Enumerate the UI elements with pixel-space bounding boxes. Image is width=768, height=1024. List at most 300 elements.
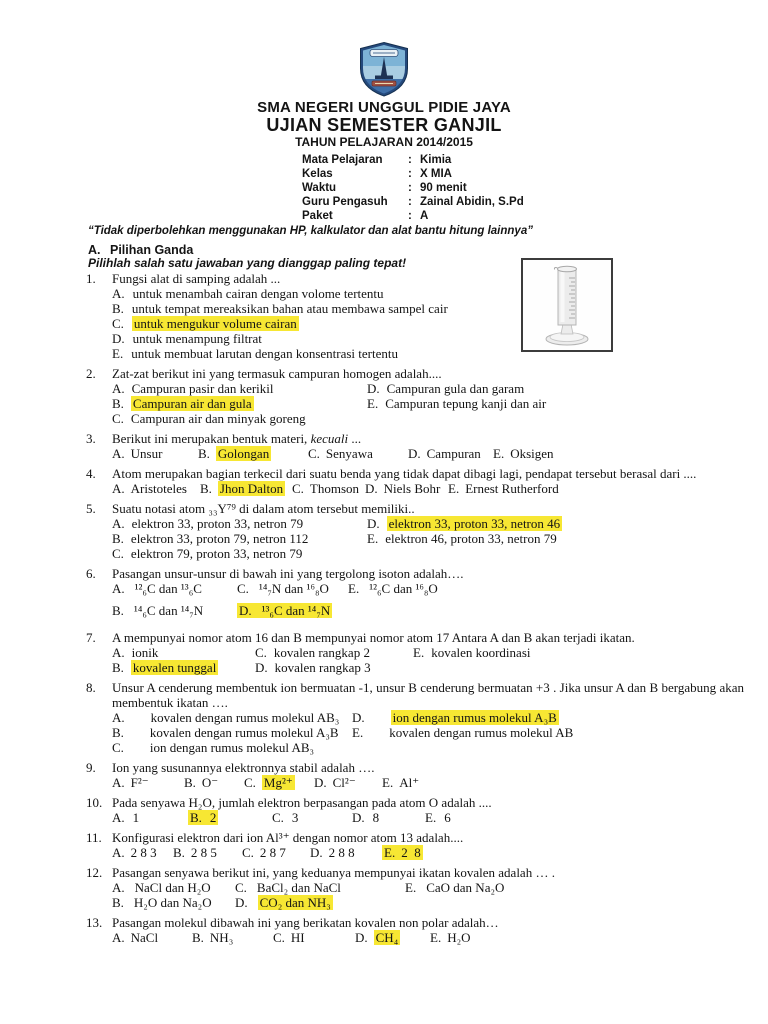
option-e [348, 581, 438, 596]
option-label: E. [384, 845, 396, 860]
option-label: E. [367, 531, 379, 546]
option-b [188, 810, 218, 825]
question-7 [86, 630, 744, 675]
option-text: Campuran air dan minyak goreng [130, 411, 306, 426]
option-row [112, 301, 744, 316]
option-label: C. [244, 775, 256, 790]
option-c [235, 880, 341, 895]
option-text: Campuran pasir dan kerikil [131, 381, 274, 396]
option-label: C. [292, 481, 304, 496]
option-label: B. [192, 930, 204, 945]
question-9 [86, 760, 744, 790]
option-e [382, 775, 419, 790]
question-number: 3. [86, 431, 96, 446]
meta-value: A [420, 210, 429, 222]
option-text: kovalen rangkap 3 [274, 660, 371, 675]
option-d [112, 331, 262, 346]
option-b [112, 660, 218, 675]
option-label: E. [112, 346, 124, 361]
option-b [112, 531, 308, 546]
option-c [272, 810, 298, 825]
option-d [408, 446, 481, 461]
question-number: 11. [86, 830, 102, 845]
option-d [235, 895, 333, 910]
meta-separator: : [408, 196, 412, 208]
option-text: kovalen koordinasi [431, 645, 531, 660]
option-a [112, 481, 187, 496]
option-text: ¹²₆C dan ¹⁶₈O [369, 581, 438, 596]
question-text: A mempunyai nomor atom 16 dan B mempunyai nomor atom 17 Antara A dan B akan terjadi ikatan. [112, 630, 635, 645]
option-row [112, 581, 744, 603]
option-b [112, 301, 448, 316]
option-text: elektron 33, proton 79, netron 112 [130, 531, 309, 546]
option-label: E. [405, 880, 417, 895]
option-label: D. [352, 710, 365, 725]
option-label: C. [112, 546, 124, 561]
option-label: C. [237, 581, 249, 596]
option-label: C. [255, 645, 267, 660]
option-label: A. [112, 516, 125, 531]
option-d [255, 660, 371, 675]
option-row [112, 775, 744, 790]
question-body [112, 760, 744, 790]
option-d [367, 381, 524, 396]
meta-separator: : [408, 182, 412, 194]
question-text: Pasangan unsur-unsur di bawah ini yang tergolong isoton adalah…. [112, 566, 464, 581]
meta-separator: : [408, 154, 412, 166]
option-e [430, 930, 471, 945]
option-text: Niels Bohr [383, 481, 441, 496]
option-label: E. [382, 775, 394, 790]
option-b [112, 725, 339, 740]
option-label: D. [112, 331, 125, 346]
option-row [112, 411, 744, 426]
meta-label: Waktu [302, 182, 337, 194]
meta-block [302, 153, 524, 223]
option-label: C. [112, 316, 124, 331]
option-row [112, 316, 744, 331]
option-label: C. [235, 880, 247, 895]
option-text: Mg²⁺ [263, 775, 293, 790]
option-text: CO₂ dan NH₃ [259, 895, 331, 910]
option-label: E. [425, 810, 437, 825]
option-text: CaO dan Na₂O [426, 880, 505, 895]
question-text: Zat-zat berikut ini yang termasuk campuran homogen adalah.... [112, 366, 442, 381]
option-row [112, 346, 744, 361]
option-c [308, 446, 373, 461]
option-a [112, 845, 157, 860]
meta-row [302, 181, 524, 195]
option-row [112, 603, 744, 625]
option-text: O⁻ [201, 775, 219, 790]
question-number: 1. [86, 271, 96, 286]
option-c [112, 740, 314, 755]
question-body [112, 466, 744, 496]
option-text: Thomson [309, 481, 360, 496]
option-label: A. [112, 810, 125, 825]
option-label: A. [112, 880, 125, 895]
option-row [112, 331, 744, 346]
option-label: B. [112, 396, 124, 411]
option-row [112, 810, 744, 825]
question-number: 9. [86, 760, 96, 775]
meta-value: Kimia [420, 154, 452, 166]
option-label: E. [493, 446, 505, 461]
question-6 [86, 566, 744, 625]
option-b [192, 930, 233, 945]
option-a [112, 930, 158, 945]
option-label: C. [272, 810, 284, 825]
option-text: HI [290, 930, 305, 945]
option-text: Unsur [130, 446, 163, 461]
option-row [112, 516, 744, 531]
option-a [112, 710, 339, 725]
option-label: B. [112, 301, 124, 316]
question-5 [86, 501, 744, 561]
question-11 [86, 830, 744, 860]
option-text: elektron 33, proton 33, netron 79 [131, 516, 304, 531]
option-text: Jhon Dalton [219, 481, 284, 496]
meta-row [302, 195, 524, 209]
option-label: D. [239, 603, 252, 618]
option-label: A. [112, 581, 125, 596]
option-text: Oksigen [510, 446, 554, 461]
section-letter: A. [88, 243, 101, 257]
option-text: untuk tempat mereaksikan bahan atau membawa sampel cair [131, 301, 448, 316]
question-body [112, 865, 744, 910]
option-row [112, 381, 744, 396]
option-text: untuk membuat larutan dengan konsentrasi tertentu [131, 346, 398, 361]
option-label: A. [112, 381, 125, 396]
rules-note: “Tidak diperbolehkan menggunakan HP, kalkulator dan alat bantu hitung lainnya” [88, 225, 533, 237]
option-text: NH₃ [209, 930, 234, 945]
option-a [112, 775, 149, 790]
option-text: 2 8 3 [130, 845, 157, 860]
option-c [292, 481, 359, 496]
question-body [112, 630, 744, 675]
option-row [112, 531, 744, 546]
academic-year: TAHUN PELAJARAN 2014/2015 [295, 135, 473, 149]
option-b [173, 845, 217, 860]
option-d [365, 481, 440, 496]
questions-list [86, 271, 744, 950]
meta-value: Zainal Abidin, S.Pd [420, 196, 524, 208]
option-text: 2 [209, 810, 217, 825]
option-text: untuk menambah cairan dengan volome tertentu [132, 286, 384, 301]
question-number: 2. [86, 366, 96, 381]
question-text: Fungsi alat di samping adalah ... [112, 271, 281, 286]
option-row [112, 286, 744, 301]
option-c [112, 546, 302, 561]
option-label: B. [173, 845, 185, 860]
option-a [112, 446, 162, 461]
option-text: 1 [132, 810, 140, 825]
question-12 [86, 865, 744, 910]
question-number: 4. [86, 466, 96, 481]
option-label: C. [273, 930, 285, 945]
option-label: C. [242, 845, 254, 860]
option-e [367, 396, 546, 411]
option-text: elektron 33, proton 33, netron 46 [388, 516, 561, 531]
option-label: D. [355, 930, 368, 945]
option-b [112, 895, 212, 910]
meta-value: 90 menit [420, 182, 467, 194]
section-instruction: Pilihlah salah satu jawaban yang dianggap paling tepat! [88, 256, 407, 270]
question-10 [86, 795, 744, 825]
option-text: ion dengan rumus molekul AB₃ [149, 740, 315, 755]
document-header [0, 0, 768, 149]
option-b [198, 446, 271, 461]
option-label: E. [367, 396, 379, 411]
option-b [112, 603, 203, 618]
option-d [314, 775, 356, 790]
option-c [255, 645, 370, 660]
option-e [413, 645, 531, 660]
meta-label: Mata Pelajaran [302, 154, 383, 166]
option-b [184, 775, 218, 790]
option-label: A. [112, 775, 125, 790]
option-label: D. [367, 381, 380, 396]
option-label: D. [352, 810, 365, 825]
question-body [112, 366, 744, 426]
option-e [448, 481, 559, 496]
option-text: Cl²⁻ [332, 775, 356, 790]
option-a [112, 880, 211, 895]
option-text: kovalen dengan rumus molekul A₃B [149, 725, 339, 740]
question-text-pre: Berikut ini merupakan bentuk materi, [112, 431, 311, 446]
option-d [237, 603, 332, 618]
option-text: 2 8 8 [328, 845, 355, 860]
option-text: ¹³₆C dan ¹⁴₇N [261, 603, 331, 618]
option-text: kovalen tunggal [132, 660, 217, 675]
option-text: Golongan [217, 446, 270, 461]
option-label: B. [184, 775, 196, 790]
meta-separator: : [408, 210, 412, 222]
school-name: SMA NEGERI UNGGUL PIDIE JAYA [257, 99, 511, 116]
question-body [112, 431, 744, 461]
question-4 [86, 466, 744, 496]
option-label: B. [112, 660, 124, 675]
option-row [112, 645, 744, 660]
option-label: D. [235, 895, 248, 910]
option-e [405, 880, 504, 895]
option-row [112, 660, 744, 675]
question-body [112, 271, 744, 361]
question-body [112, 795, 744, 825]
section-heading [88, 243, 193, 257]
question-body [112, 566, 744, 625]
option-label: C. [112, 740, 124, 755]
question-number: 8. [86, 680, 96, 695]
option-row [112, 930, 744, 945]
option-label: D. [408, 446, 421, 461]
option-label: B. [112, 895, 124, 910]
option-label: E. [348, 581, 360, 596]
option-label: E. [448, 481, 460, 496]
option-c [112, 411, 306, 426]
option-label: C. [112, 411, 124, 426]
meta-value: X MIA [420, 168, 452, 180]
question-text: Unsur A cenderung membentuk ion bermuatan -1, unsur B cenderung bermuatan +3 . Jika unsur A dan B bergabung akan membentuk ikatan …. [112, 680, 744, 710]
question-text-post: ... [348, 431, 362, 446]
question-number: 6. [86, 566, 96, 581]
option-c [237, 581, 329, 596]
option-text: kovalen rangkap 2 [273, 645, 370, 660]
option-a [112, 516, 303, 531]
meta-label: Kelas [302, 168, 333, 180]
option-label: C. [308, 446, 320, 461]
question-text: Atom merupakan bagian terkecil dari suatu benda yang tidak dapat dibagi lagi, pendapat tersebut berasal dari .... [112, 466, 697, 481]
option-label: B. [112, 603, 124, 618]
option-c [273, 930, 305, 945]
question-text [112, 431, 744, 446]
option-label: E. [413, 645, 425, 660]
option-label: A. [112, 481, 125, 496]
option-text: 2 8 7 [259, 845, 286, 860]
meta-row [302, 167, 524, 181]
option-text: H₂O [447, 930, 471, 945]
option-text: Senyawa [325, 446, 373, 461]
question-body [112, 501, 744, 561]
option-text: elektron 46, proton 33, netron 79 [385, 531, 557, 546]
option-text: CH₄ [375, 930, 399, 945]
option-label: D. [255, 660, 268, 675]
option-a [112, 645, 158, 660]
option-label: B. [112, 531, 124, 546]
option-row [112, 740, 744, 755]
question-1 [86, 271, 744, 361]
option-d [310, 845, 355, 860]
option-label: D. [367, 516, 380, 531]
option-text: 2 8 [401, 845, 421, 860]
option-text: Aristoteles [130, 481, 187, 496]
question-text: Ion yang susunannya elektronnya stabil adalah …. [112, 760, 375, 775]
option-c [244, 775, 295, 790]
option-e [352, 725, 573, 740]
question-body [112, 830, 744, 860]
question-text: Konfigurasi elektron dari ion Al³⁺ dengan nomor atom 13 adalah.... [112, 830, 464, 845]
question-13 [86, 915, 744, 945]
option-c [112, 316, 299, 331]
option-label: B. [198, 446, 210, 461]
option-text: elektron 79, proton 33, netron 79 [130, 546, 303, 561]
option-text: F²⁻ [130, 775, 149, 790]
option-text: Campuran air dan gula [132, 396, 252, 411]
option-label: E. [352, 725, 364, 740]
option-e [493, 446, 554, 461]
option-text: untuk mengukur volume cairan [133, 316, 297, 331]
option-row [112, 845, 744, 860]
question-text: Suatu notasi atom ₃₃Y⁷⁹ di dalam atom tersebut memiliki.. [112, 501, 415, 516]
option-d [352, 710, 559, 725]
option-label: B. [200, 481, 212, 496]
option-row [112, 725, 744, 740]
option-label: D. [314, 775, 327, 790]
option-text: ¹²₆C dan ¹³₆C [134, 581, 202, 596]
option-label: E. [430, 930, 442, 945]
option-text: Campuran gula dan garam [386, 381, 525, 396]
option-text: 2 8 5 [190, 845, 217, 860]
meta-separator: : [408, 168, 412, 180]
question-number: 13. [86, 915, 103, 930]
question-text-emphasis: kecuali [310, 431, 349, 446]
option-e [425, 810, 451, 825]
option-text: ¹⁴₆C dan ¹⁴₇N [133, 603, 204, 618]
option-e [382, 845, 423, 860]
option-text: BaCl₂ dan NaCl [256, 880, 341, 895]
school-crest-logo [357, 40, 411, 98]
option-b [200, 481, 285, 496]
option-text: 6 [444, 810, 451, 825]
option-row [112, 446, 744, 461]
meta-label: Guru Pengasuh [302, 196, 388, 208]
section-title: Pilihan Ganda [110, 243, 194, 257]
option-b [112, 396, 254, 411]
option-d [355, 930, 400, 945]
meta-label: Paket [302, 210, 333, 222]
option-text: ionik [131, 645, 159, 660]
question-text: Pasangan senyawa berikut ini, yang keduanya mempunyai ikatan kovalen adalah … . [112, 865, 555, 880]
meta-row [302, 153, 524, 167]
option-label: D. [310, 845, 323, 860]
option-a [112, 286, 384, 301]
option-a [112, 581, 202, 596]
question-number: 7. [86, 630, 96, 645]
option-d [352, 810, 379, 825]
option-text: Campuran tepung kanji dan air [385, 396, 547, 411]
option-label: A. [112, 645, 125, 660]
option-label: A. [112, 710, 125, 725]
option-label: A. [112, 286, 125, 301]
option-row [112, 710, 744, 725]
option-text: Ernest Rutherford [465, 481, 559, 496]
option-text: NaCl dan H₂O [134, 880, 211, 895]
option-a [112, 810, 139, 825]
option-label: A. [112, 845, 125, 860]
option-text: ¹⁴₇N dan ¹⁶₈O [258, 581, 329, 596]
option-d [367, 516, 562, 531]
question-3 [86, 431, 744, 461]
option-e [367, 531, 557, 546]
question-number: 12. [86, 865, 103, 880]
option-text: kovalen dengan rumus molekul AB [389, 725, 574, 740]
question-body [112, 680, 744, 755]
option-text: Al⁺ [399, 775, 420, 790]
option-text: Campuran [426, 446, 481, 461]
option-label: B. [190, 810, 202, 825]
option-row [112, 895, 744, 910]
option-row [112, 880, 744, 895]
question-2 [86, 366, 744, 426]
option-text: NaCl [130, 930, 159, 945]
option-c [242, 845, 286, 860]
option-label: A. [112, 446, 125, 461]
option-row [112, 481, 744, 496]
option-row [112, 546, 744, 561]
question-number: 5. [86, 501, 96, 516]
option-text: ion dengan rumus molekul A₃B [392, 710, 557, 725]
option-text: 3 [291, 810, 299, 825]
option-text: untuk menampung filtrat [132, 331, 262, 346]
question-text: Pasangan molekul dibawah ini yang berikatan kovalen non polar adalah… [112, 915, 499, 930]
question-text: Pada senyawa H₂O, jumlah elektron berpasangan pada atom O adalah .... [112, 795, 492, 810]
option-text: kovalen dengan rumus molekul AB₃ [150, 710, 340, 725]
meta-row [302, 209, 524, 223]
exam-title: UJIAN SEMESTER GANJIL [266, 115, 502, 135]
question-number: 10. [86, 795, 103, 810]
option-text: 8 [372, 810, 380, 825]
option-a [112, 381, 274, 396]
